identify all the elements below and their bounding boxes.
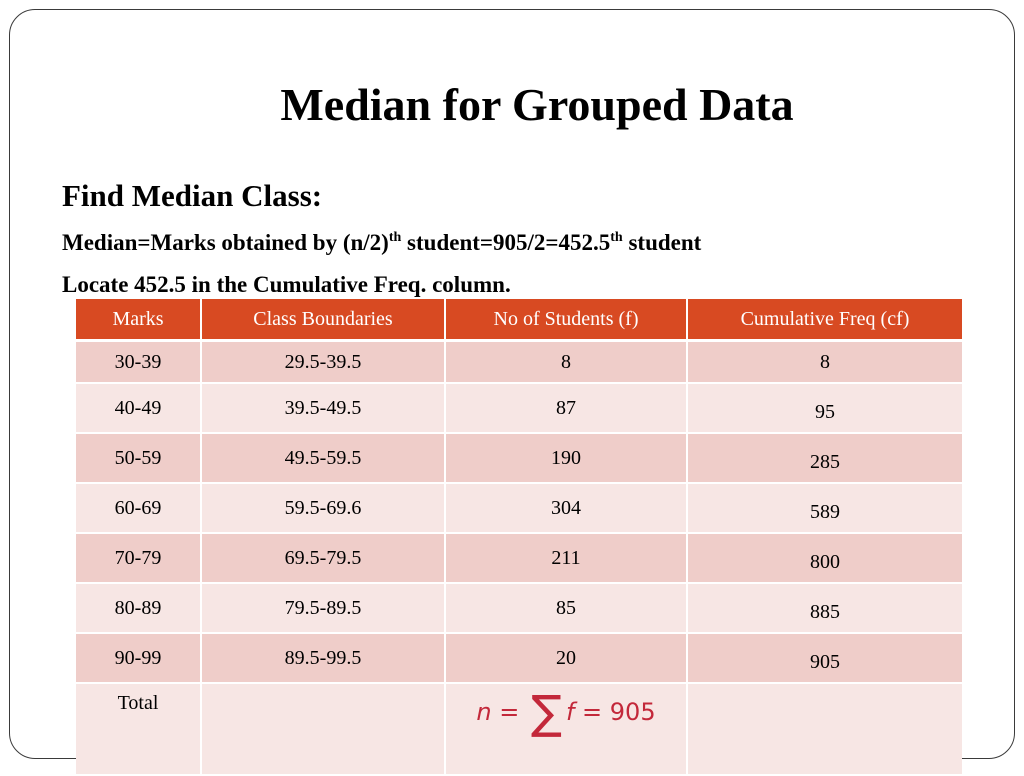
table-row xyxy=(76,383,962,433)
cf-cell: 589 xyxy=(687,483,962,533)
median-formula-text xyxy=(62,230,701,256)
locate-instruction: Locate 452.5 in the Cumulative Freq. column. xyxy=(62,272,511,297)
total-label: Total xyxy=(76,683,201,775)
table-row xyxy=(76,483,962,533)
table-header-row xyxy=(76,299,962,341)
cf-cell: 285 xyxy=(687,433,962,483)
column-header-students: No of Students (f) xyxy=(445,299,687,341)
boundaries-cell: 79.5-89.5 xyxy=(201,583,445,633)
formula-n: n xyxy=(476,698,492,726)
cf-cell: 905 xyxy=(687,633,962,683)
median-text-part: student=905/2=452.5 xyxy=(401,230,611,255)
sigma-icon: ∑ xyxy=(530,685,562,739)
marks-cell: 50-59 xyxy=(76,433,201,483)
boundaries-cell: 89.5-99.5 xyxy=(201,633,445,683)
empty-cell xyxy=(201,683,445,775)
slide-title: Median for Grouped Data xyxy=(280,79,794,130)
students-cell: 85 xyxy=(445,583,687,633)
boundaries-cell: 59.5-69.6 xyxy=(201,483,445,533)
table-row xyxy=(76,533,962,583)
students-cell: 190 xyxy=(445,433,687,483)
table-row xyxy=(76,583,962,633)
students-cell: 8 xyxy=(445,341,687,384)
students-cell: 20 xyxy=(445,633,687,683)
column-header-class-boundaries: Class Boundaries xyxy=(201,299,445,341)
cf-cell: 885 xyxy=(687,583,962,633)
formula-f: f xyxy=(565,698,575,726)
superscript: th xyxy=(610,230,623,245)
sum-formula xyxy=(476,685,656,739)
section-heading: Find Median Class: xyxy=(62,178,323,213)
frequency-table xyxy=(76,299,962,776)
students-cell: 211 xyxy=(445,533,687,583)
column-header-cumulative-freq: Cumulative Freq (cf) xyxy=(687,299,962,341)
marks-cell: 40-49 xyxy=(76,383,201,433)
marks-cell: 60-69 xyxy=(76,483,201,533)
table-row xyxy=(76,433,962,483)
marks-cell: 30-39 xyxy=(76,341,201,384)
marks-cell: 70-79 xyxy=(76,533,201,583)
boundaries-cell: 29.5-39.5 xyxy=(201,341,445,384)
students-cell: 304 xyxy=(445,483,687,533)
table-row xyxy=(76,341,962,384)
cf-cell: 8 xyxy=(687,341,962,384)
formula-result: = 905 xyxy=(574,698,656,726)
empty-cell xyxy=(687,683,962,775)
boundaries-cell: 69.5-79.5 xyxy=(201,533,445,583)
marks-cell: 80-89 xyxy=(76,583,201,633)
cf-cell: 95 xyxy=(687,383,962,433)
median-text-part: Median=Marks obtained by (n/2) xyxy=(62,230,389,255)
formula-equals: = xyxy=(491,698,527,726)
marks-cell: 90-99 xyxy=(76,633,201,683)
boundaries-cell: 39.5-49.5 xyxy=(201,383,445,433)
column-header-marks: Marks xyxy=(76,299,201,341)
table-row xyxy=(76,633,962,683)
cf-cell: 800 xyxy=(687,533,962,583)
median-text-part: student xyxy=(622,230,702,255)
boundaries-cell: 49.5-59.5 xyxy=(201,433,445,483)
students-cell: 87 xyxy=(445,383,687,433)
total-row xyxy=(76,683,962,775)
superscript: th xyxy=(388,230,402,245)
sum-formula-cell xyxy=(445,683,687,775)
